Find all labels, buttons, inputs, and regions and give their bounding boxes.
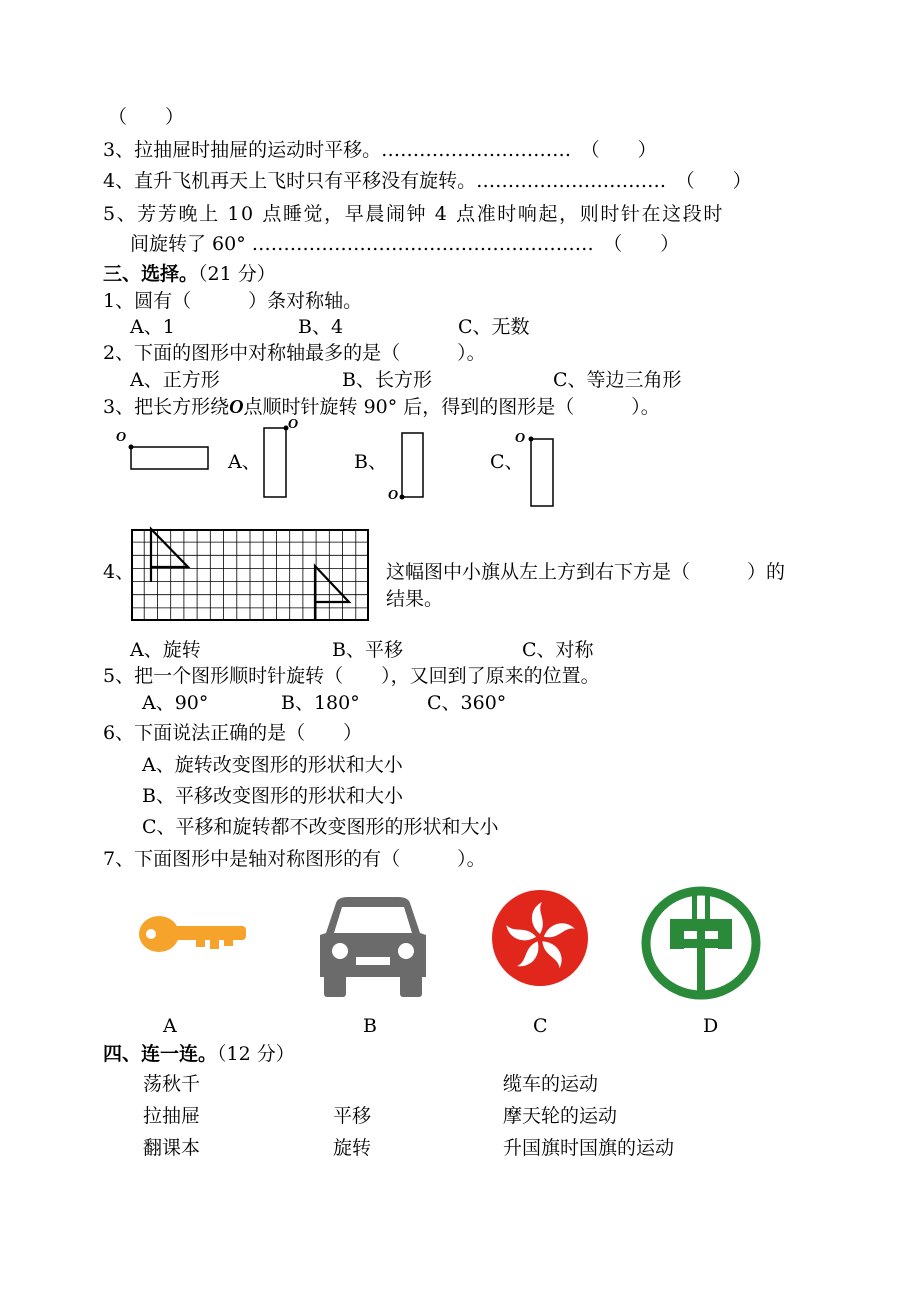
- choice-q3-pre: 3、把长方形绕: [103, 396, 230, 418]
- q7-label-d: D: [703, 1015, 719, 1037]
- connect-left-3: 翻课本: [143, 1137, 201, 1159]
- choice-q5-opt-b: B、180°: [281, 692, 360, 714]
- choice-q1-opt-a: A、1: [130, 316, 175, 338]
- connect-left-1: 荡秋千: [143, 1073, 201, 1095]
- choice-q1-opt-b: B、4: [298, 316, 344, 338]
- option-c-point: [529, 437, 534, 442]
- choice-q6-opt-a: A、旋转改变图形的形状和大小: [142, 754, 403, 776]
- choice-q3-post: 点顺时针旋转 90° 后，得到的图形是（ ）。: [243, 396, 660, 418]
- key-icon: [138, 905, 250, 963]
- option-a-point-label: O: [288, 417, 299, 432]
- hong-kong-emblem-icon: [490, 888, 590, 988]
- connect-middle-2: 旋转: [333, 1137, 372, 1159]
- choice-q2-opt-b: B、长方形: [342, 369, 432, 391]
- section-choice-title: 三、选择。: [103, 263, 199, 285]
- car-icon: [318, 897, 428, 997]
- option-b-point-label: O: [388, 488, 399, 503]
- choice-q3-opt-b: B、: [354, 451, 387, 473]
- choice-q6-opt-c: C、平移和旋转都不改变图形的形状和大小: [142, 816, 499, 838]
- choice-q2-opt-c: C、等边三角形: [553, 369, 682, 391]
- connect-middle-1: 平移: [333, 1105, 372, 1127]
- flag-grid: [131, 529, 369, 621]
- choice-q4-opt-a: A、旋转: [130, 639, 201, 661]
- option-b-point: [400, 495, 405, 500]
- original-point-label: O: [116, 430, 127, 445]
- option-b-rectangle: [402, 433, 423, 497]
- choice-q2: 2、下面的图形中对称轴最多的是（ ）。: [103, 342, 486, 364]
- connect-right-1: 缆车的运动: [503, 1073, 599, 1095]
- judge-q4: 4、直升飞机再天上飞时只有平移没有旋转。………………………… （ ）: [103, 170, 752, 192]
- option-c-rectangle: [531, 439, 553, 506]
- judge-q3: 3、拉抽屉时抽屉的运动时平移。………………………… （ ）: [103, 139, 657, 161]
- option-c-point-label: O: [515, 431, 526, 446]
- choice-q1-opt-c: C、无数: [458, 316, 530, 338]
- connect-right-2: 摩天轮的运动: [503, 1105, 618, 1127]
- choice-q3-opt-c: C、: [490, 451, 524, 473]
- connect-right-3: 升国旗时国旗的运动: [503, 1137, 675, 1159]
- q7-label-b: B: [363, 1015, 377, 1037]
- choice-q4-number: 4、: [103, 561, 135, 583]
- choice-q4-opt-c: C、对称: [522, 639, 594, 661]
- choice-q4-opt-b: B、平移: [332, 639, 403, 661]
- original-point: [129, 445, 134, 450]
- original-rectangle: [131, 447, 208, 469]
- flag-bottom-right: [315, 566, 349, 621]
- section-connect-score: （12 分）: [217, 1043, 295, 1065]
- q7-label-a: A: [163, 1015, 177, 1037]
- choice-q5-opt-c: C、360°: [427, 692, 507, 714]
- choice-q5: 5、把一个图形顺时针旋转（ ），又回到了原来的位置。: [103, 665, 600, 687]
- bank-logo-icon: [640, 885, 762, 1001]
- choice-q4-text-line2: 结果。: [386, 588, 444, 610]
- choice-q3-point: O: [229, 396, 244, 418]
- section-connect-title: 四、连一连。: [103, 1043, 218, 1065]
- section-connect-heading: [103, 1045, 295, 1064]
- choice-q1: 1、圆有（ ）条对称轴。: [103, 290, 363, 312]
- connect-left-2: 拉抽屉: [143, 1105, 201, 1127]
- choice-q6: 6、下面说法正确的是（ ）: [103, 722, 363, 744]
- judge-q5-line2: 间旋转了 60° ……………………………………………… （ ）: [130, 233, 680, 255]
- choice-q3-opt-a: A、: [228, 451, 261, 473]
- judge-q5-line1: 5、芳芳晚上 10 点睡觉，早晨闹钟 4 点准时响起，则时针在这段时: [103, 203, 724, 225]
- continued-answer-paren: （ ）: [108, 106, 185, 128]
- choice-q5-opt-a: A、90°: [142, 692, 209, 714]
- choice-q4-text-line1: 这幅图中小旗从左上方到右下方是（ ）的: [386, 561, 786, 583]
- choice-q6-opt-b: B、平移改变图形的形状和大小: [142, 785, 403, 807]
- section-choice-score: （21 分）: [198, 263, 276, 285]
- q7-label-c: C: [533, 1015, 548, 1037]
- choice-q2-opt-a: A、正方形: [130, 369, 220, 391]
- option-a-rectangle: [264, 428, 286, 497]
- choice-q7: 7、下面图形中是轴对称图形的有（ ）。: [103, 848, 486, 870]
